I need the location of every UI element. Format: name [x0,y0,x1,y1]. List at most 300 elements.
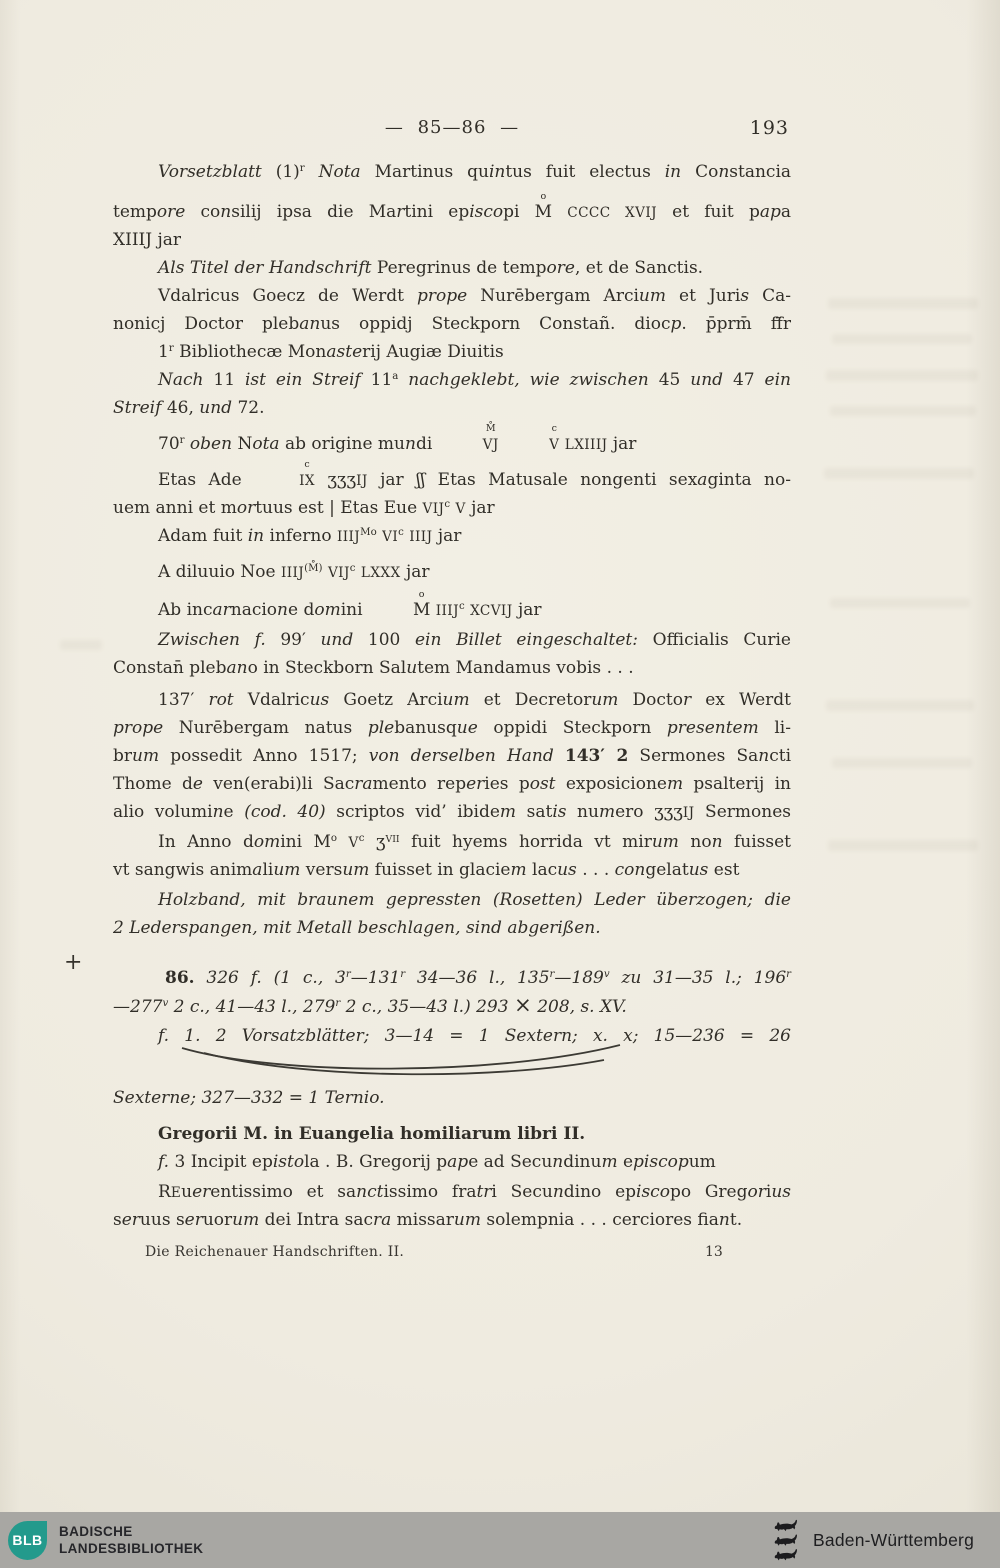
text-segment: tr [476,1182,492,1202]
text-segment: um [591,690,619,710]
text-segment: 100 [367,630,401,650]
superscript-mark: M̊ [485,423,496,435]
text-line [113,1120,791,1148]
text-segment: n [718,162,730,182]
text-segment: 70 [158,434,180,454]
blb-logo-icon[interactable]: BLB [8,1521,47,1560]
text-segment: br [113,746,133,766]
text-segment: (1) [275,162,300,182]
text-segment: r [786,969,792,981]
text-segment: 11 [370,370,393,390]
text-segment: 326 f. (1 c., 3 [206,968,346,988]
text-line [113,494,791,522]
text-segment: ap [447,1152,469,1172]
text-segment: Officialis Curie [652,630,791,650]
text-segment: (cod. 40) [244,802,326,822]
text-segment: A diluuio Noe [158,562,281,582]
text-segment: ore [546,258,575,278]
text-segment [337,832,348,852]
collation-brace-curves [113,1050,791,1084]
text-segment: i [765,1182,772,1202]
text-segment: er [192,1182,211,1202]
text-segment: —131 [350,968,401,988]
text-segment: dinu [563,1152,602,1172]
text-segment: ore [156,202,186,222]
text-segment: Holzband, mit braunem gepressten (Rosetten) Leder überzogen; die [158,890,791,910]
superscript-mark: c [304,459,310,471]
bw-coat-of-arms-icon [772,1519,799,1561]
text-segment: n [711,832,723,852]
text-segment: Mo [360,527,377,539]
text-segment: i Secu [491,1182,553,1202]
text-segment: in [664,162,682,182]
text-segment: Sermones [694,802,791,822]
text-segment: VI [382,529,399,545]
text-segment: v [162,998,169,1010]
text-segment: ies p [484,774,530,794]
text-segment: Adam fuit [158,526,248,546]
text-segment: ab origine mu [279,434,405,454]
text-line [113,1148,791,1176]
text-line [113,158,791,186]
text-segment: prope [417,286,468,306]
bleedthrough-smudge [826,370,978,381]
numeral-base: V [549,437,560,453]
text-segment: uem anni et m [113,498,237,518]
text-segment: von derselben Hand [368,746,565,766]
text-line [113,254,791,282]
text-segment: stancia [729,162,792,182]
text-segment: o [330,833,338,845]
text-segment: 137′ [158,690,209,710]
text-segment: ein [754,370,792,390]
text-segment: um [638,286,666,306]
text-segment: v [603,969,610,981]
text-segment: nacio [230,600,278,620]
numeral-base: M [534,202,553,222]
bleedthrough-smudge [832,334,972,344]
text-segment [305,162,319,182]
text-line [113,914,791,942]
bleedthrough-smudge [830,406,976,416]
text-segment: f. 1. 2 Vorsatzblätter; 3—14 = 1 Sextern; x. x; 15—236 = 26 [158,1026,791,1046]
text-line [113,522,791,550]
text-segment: ero ʒʒʒ [615,802,683,822]
text-segment: r [549,969,555,981]
text-segment: 86. [165,968,195,988]
text-segment: nonicj Doctor pleb [113,314,300,334]
text-segment: u [406,658,418,678]
text-segment: isto [272,1152,305,1172]
text-segment: jar [512,600,542,620]
bleedthrough-smudge [830,598,970,608]
text-segment: tuus est | Etas Eue [255,498,423,518]
text-segment: Constan̄ pleb [113,658,227,678]
text-segment: 72. [237,398,265,418]
text-segment: et fuit p [656,202,760,222]
text-segment: um [442,690,470,710]
text-segment: Gregorii M. in Euangelia homiliarum libri II. [158,1124,586,1144]
running-head [113,117,791,138]
text-segment: 2 c., 41—43 l., 279 [168,997,336,1017]
text-segment: —189 [554,968,604,988]
text-segment: 11 [213,370,236,390]
text-segment: an [299,314,321,334]
text-segment: banusq [394,718,457,738]
text-segment [195,968,207,988]
text-segment: missar [391,1210,454,1230]
text-segment: Etas Ade [158,470,255,490]
folio-range: — 85—86 — [384,117,520,138]
text-segment: f. [158,1152,175,1172]
text-segment: tus fuit electus [505,162,665,182]
text-segment: Nurēbergam Arci [467,286,639,306]
text-line [113,654,791,682]
text-segment: u [181,1182,193,1202]
text-segment: 3 Incipit ep [174,1152,273,1172]
text-line [113,770,791,798]
text-segment: s [740,286,750,306]
text-segment: di [415,434,438,454]
text-segment: nct [356,1182,384,1202]
text-segment: silij ipsa die Ma [231,202,397,222]
text-segment: und [680,370,733,390]
text-segment: ini [340,600,368,620]
text-segment: li [262,860,274,880]
text-segment: IIIJ [435,603,459,619]
text-segment: solempnia [481,1210,575,1230]
text-segment: Vdalricus Goecz de Werdt [158,286,418,306]
text-segment: um [651,832,679,852]
text-segment: entissimo et sa [210,1182,357,1202]
text-segment: Martinus qu [360,162,489,182]
superscript-mark: c [551,423,557,435]
text-line [113,828,791,856]
text-segment: nu [566,802,599,822]
text-segment: ini M [280,832,331,852]
brace-curve-svg [168,1042,638,1084]
bleedthrough-smudge [60,640,102,650]
text-segment: Ab inc [158,600,213,620]
text-line [113,626,791,654]
text-segment: . p̄prm̄ ff̃r [681,314,791,334]
text-segment: us [771,1182,791,1202]
text-segment: cti [769,746,792,766]
text-segment [504,423,560,459]
text-segment: ost [529,774,556,794]
text-segment: p [670,314,682,334]
page-number: 193 [749,117,789,139]
text-segment: n [552,1152,564,1172]
text-segment: Nurēbergam natus [163,718,368,738]
text-segment: und [193,398,238,418]
text-segment: um [132,746,160,766]
text-segment: ein Billet eingeschaltet: [400,630,653,650]
text-line [113,798,791,826]
text-segment [534,191,553,226]
text-segment: e [192,774,203,794]
text-line [113,1084,791,1112]
text-segment: oben [189,434,233,454]
text-line [113,856,791,884]
text-segment: Nach [158,370,214,390]
text-segment: er [121,1210,140,1230]
text-segment: 47 [732,370,755,390]
text-segment [552,202,567,222]
text-line [113,338,791,366]
text-segment: m [598,802,616,822]
text-line [113,226,791,254]
text-segment: IIIJ [280,565,305,581]
text-segment: et Juri [665,286,741,306]
text-line [113,366,791,394]
text-segment [368,589,431,624]
numeral-base: M [412,600,431,620]
text-segment [254,459,315,495]
text-segment: m [666,774,684,794]
text-segment: IJ [356,473,368,489]
text-segment: isco [636,1182,670,1202]
text-segment: ap [759,202,781,222]
text-segment: XIIIJ jar [113,230,181,250]
bleedthrough-smudge [828,298,978,309]
text-segment: ple [367,718,395,738]
text-segment: 46, [166,398,194,418]
text-segment: temp [113,202,157,222]
text-segment: Docto [618,690,683,710]
text-line [113,423,791,458]
text-segment: jar [432,526,462,546]
text-segment: nachgeklebt, wie zwischen [398,370,659,390]
text-segment: lac [526,860,558,880]
text-segment: sat [516,802,553,822]
text-segment: um [688,1152,716,1172]
text-segment: n [212,802,224,822]
text-segment: ar [212,600,231,620]
text-segment: m [510,860,527,880]
text-segment: uus s [139,1210,185,1230]
text-segment: rot [208,690,248,710]
text-segment: ginta no- [707,470,791,490]
text-segment: n [404,434,416,454]
text-segment: t. [729,1210,743,1230]
text-segment: um [273,860,301,880]
bleedthrough-smudge [824,468,974,479]
text-segment: exposicione [555,774,667,794]
text-segment: E [170,1185,182,1201]
text-segment: IJ [682,805,695,821]
text-line [113,886,791,914]
text-segment: a [252,860,263,880]
text-segment: . . . [574,1210,613,1230]
text-segment: n [277,600,288,620]
print-sheet-number: 13 [705,1244,723,1260]
text-segment: Co [681,162,719,182]
text-line [113,992,791,1020]
blb-home-link[interactable] [0,1521,203,1560]
text-segment: n [718,1210,730,1230]
text-segment: oppidi Steckporn [477,718,667,738]
superscript-mark: o [418,589,425,601]
text-segment: × [513,993,532,1018]
text-segment: 208, s. XV. [531,997,627,1017]
text-segment: jar [465,498,495,518]
text-segment: VII [385,833,400,845]
text-segment: et Decretor [469,690,592,710]
text-segment: ʒ [364,832,386,852]
text-segment: dei Intra sac [259,1210,373,1230]
text-segment: alio volumi [113,802,213,822]
text-segment: c [349,563,356,575]
text-segment: a [392,371,399,383]
text-segment: dino ep [563,1182,637,1202]
text-segment: tem Mandamus vobis [417,658,602,678]
text-segment: piscop [633,1152,689,1172]
text-segment: or [747,1182,766,1202]
text-segment: um [453,1210,481,1230]
text-segment: jar [607,434,637,454]
text-line [113,459,791,494]
text-segment: uor [202,1210,233,1230]
text-segment: er [466,774,485,794]
text-segment: con [614,860,646,880]
text-segment: V [455,501,466,517]
text-segment: rij Augiæ Diuitis [362,342,504,362]
text-segment: inferno [264,526,337,546]
text-segment: Vdalric [247,690,310,710]
text-segment: a [780,202,791,222]
text-segment: fuit hyems horrida vt mir [399,832,652,852]
text-segment: s [113,1210,122,1230]
text-segment: e ad Secu [468,1152,553,1172]
text-segment: CCCC XVIJ [567,205,657,221]
text-segment: ist ein Streif [235,370,371,390]
text-segment: zu 31—35 l.; 196 [609,968,787,988]
text-segment: isco [469,202,504,222]
text-segment: e [617,1152,634,1172]
text-segment: er [184,1210,203,1230]
library-name-line2: LANDESBIBLIOTHEK [59,1541,204,1556]
text-line [113,964,791,992]
text-segment: aste [326,342,363,362]
library-name [59,1523,203,1557]
text-body [113,158,791,1234]
text-line [113,282,791,310]
text-segment: . . . [601,658,634,678]
text-segment: presentem [666,718,759,738]
text-segment: c [458,601,465,613]
text-segment: o in Steckborn Sal [247,658,407,678]
text-segment: r [335,998,341,1010]
text-segment: r [396,202,405,222]
bleedthrough-smudge [828,840,978,851]
text-segment: prope [113,718,164,738]
text-segment: jar [400,562,430,582]
text-segment: 45 [658,370,681,390]
text-segment: 2 Lederspangen, mit Metall beschlagen, sind abgerißen. [113,918,601,938]
text-segment: est [708,860,740,880]
text-segment: possedit Anno 1517; [159,746,369,766]
text-segment: us oppidj Steckporn Constañ. dioc [320,314,671,334]
text-segment: n [552,1182,564,1202]
region-label[interactable]: Baden-Württemberg [813,1529,974,1550]
text-segment: issimo fra [383,1182,477,1202]
text-segment: e d [287,600,315,620]
text-segment: mento rep [372,774,467,794]
text-segment: r [179,435,185,447]
text-segment: um [232,1210,260,1230]
text-segment: ra [354,774,373,794]
text-segment: ven(erabi)li Sac [202,774,355,794]
text-segment: ue [456,718,478,738]
text-segment: c [398,527,404,539]
text-segment: r [345,969,351,981]
text-segment: Ca- [749,286,792,306]
text-segment: e [223,802,245,822]
text-segment: co [185,202,221,222]
text-segment: und [320,630,368,650]
text-segment: XCVIJ [470,603,513,619]
library-brand-bar [0,1512,1000,1568]
text-segment: psalterij in [683,774,791,794]
text-segment: vers [300,860,343,880]
text-segment: cerciores fia [612,1210,719,1230]
numeral-base: VJ [482,437,499,453]
text-segment: r [168,343,174,355]
margin-plus-mark: + [64,950,83,975]
text-segment: us [688,860,709,880]
text-segment: In Anno d [158,832,254,852]
text-segment: 99′ [280,630,321,650]
text-segment: Sermones Sa [628,746,759,766]
text-segment: n [220,202,232,222]
text-segment: IIIJ [409,529,433,545]
text-segment: om [253,832,281,852]
text-segment: Bibliothecæ Mon [173,342,327,362]
text-segment: jar ʃʃ Etas Matusale nongenti sex [367,470,698,490]
text-segment: N [232,434,253,454]
text-segment: Streif [113,398,167,418]
text-segment: la . B. Gregorij p [304,1152,448,1172]
text-segment: (M̊) [304,563,323,575]
text-segment: tini ep [404,202,470,222]
text-segment: fuisset [722,832,791,852]
text-segment: , et de Sanctis. [574,258,704,278]
text-segment: . . . [576,860,615,880]
text-segment: VIJ [327,565,350,581]
text-segment: r [299,163,305,175]
text-segment: in [488,162,506,182]
text-segment: LXIIIJ [564,437,608,453]
text-segment: VIJ [422,501,445,517]
text-line [113,589,791,624]
text-segment: R [158,1182,171,1202]
text-segment: —277 [113,997,163,1017]
text-line [113,1206,791,1234]
text-line [113,714,791,742]
print-series-title: Die Reichenauer Handschriften. II. [145,1244,405,1260]
text-segment: us [557,860,577,880]
baden-wuerttemberg-link[interactable] [772,1519,1000,1561]
text-segment: V [348,835,359,851]
text-segment: 1 [158,342,169,362]
text-segment: in [247,526,265,546]
text-segment: scriptos vid’ ibide [325,802,500,822]
text-segment: um [342,860,370,880]
text-segment: a [697,470,708,490]
text-segment: Thome d [113,774,193,794]
text-segment: ex Werdt [691,690,791,710]
